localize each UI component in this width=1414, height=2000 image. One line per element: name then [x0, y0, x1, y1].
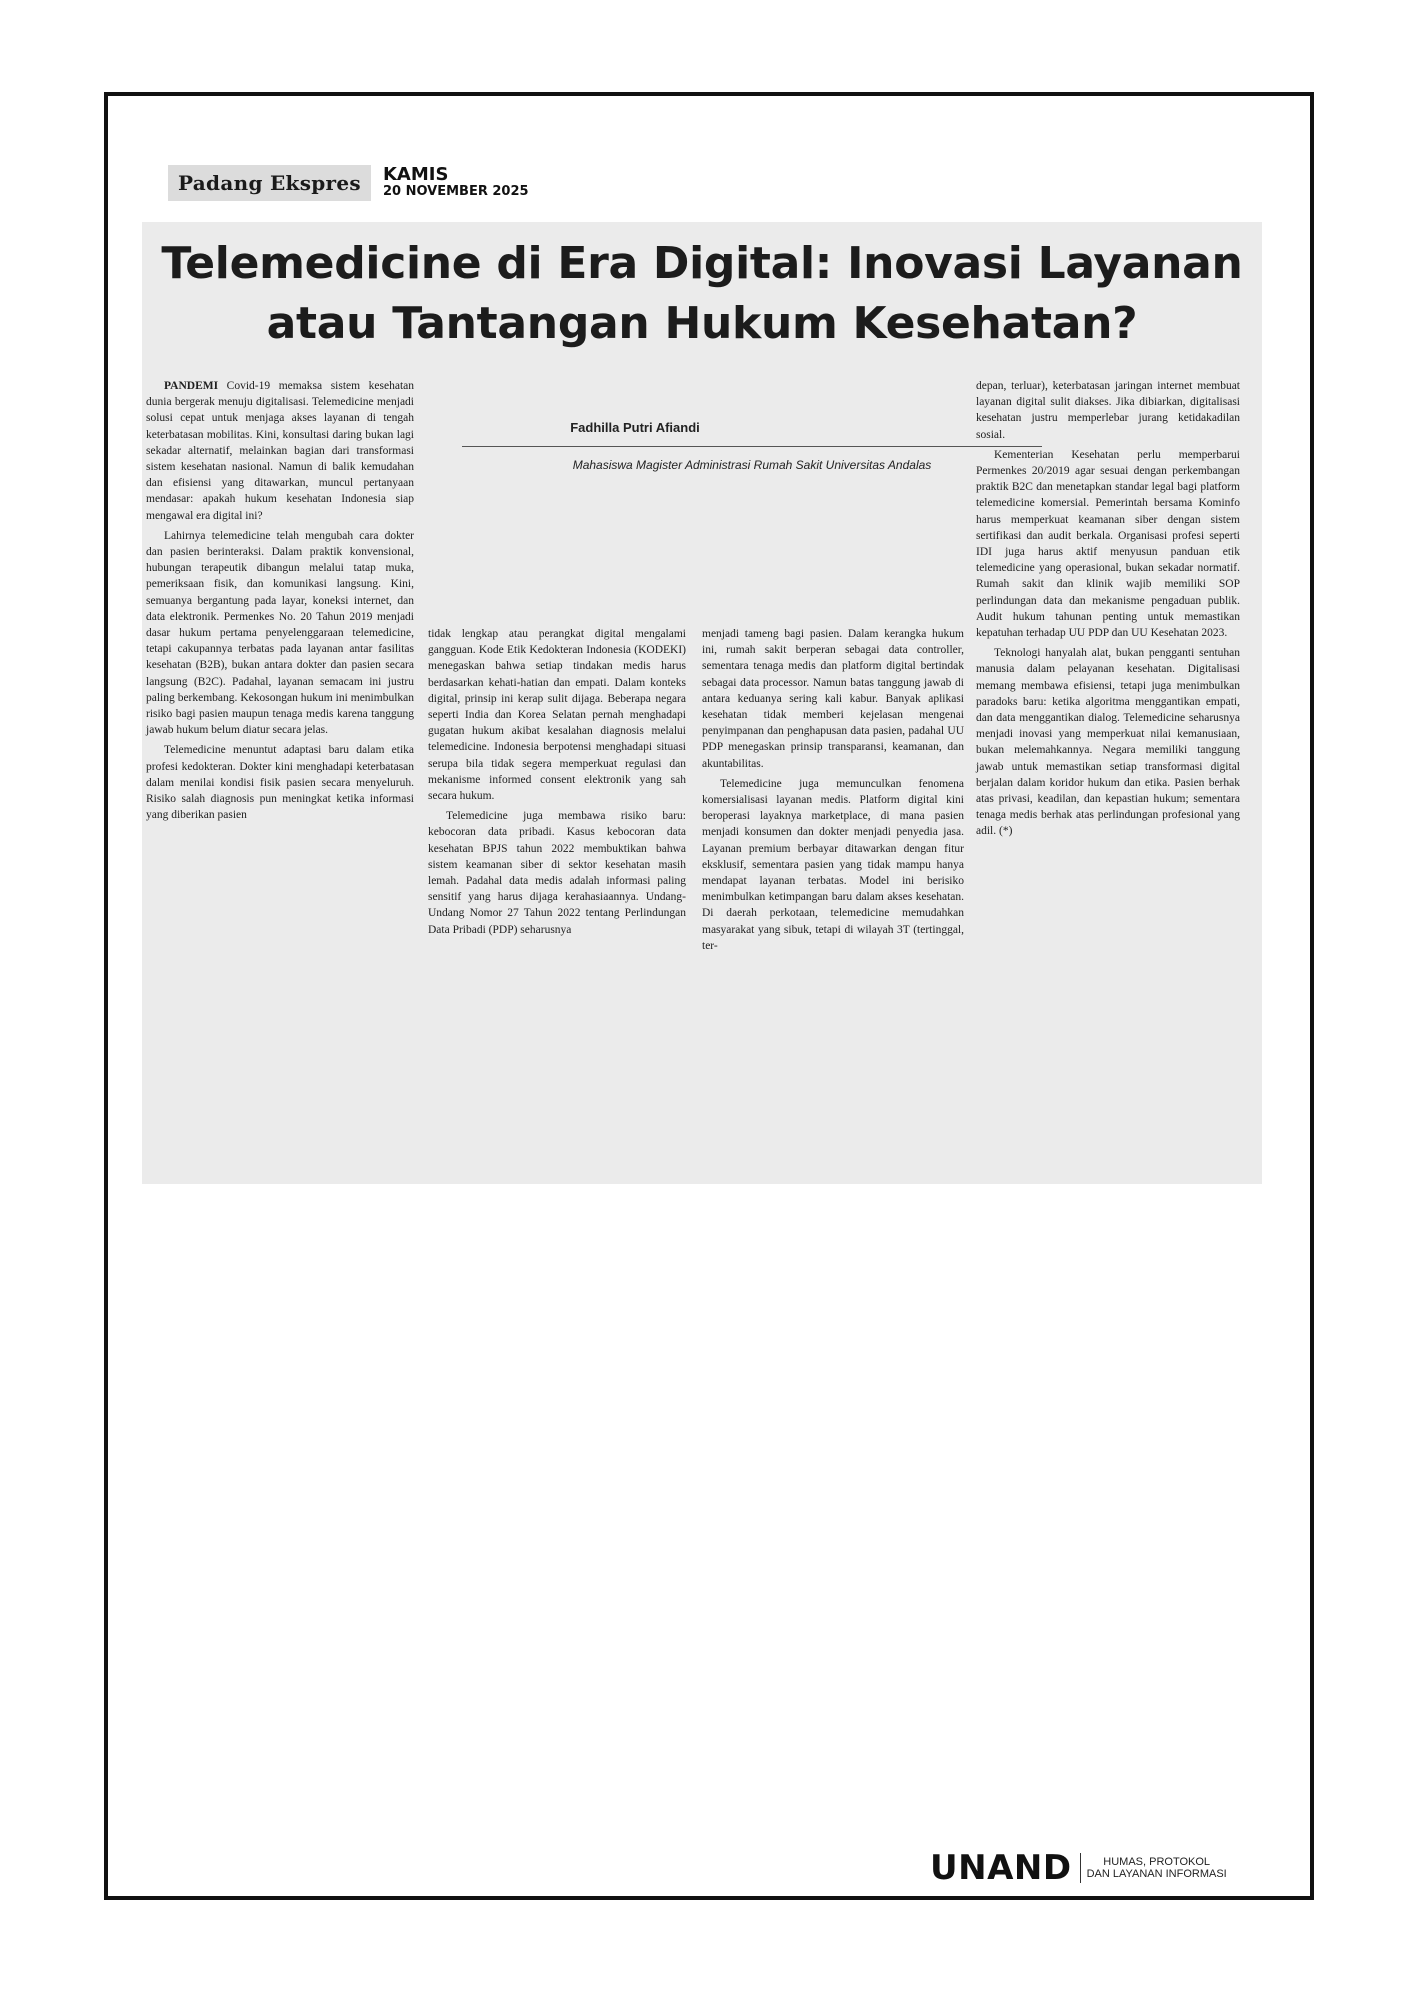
paragraph: Lahirnya telemedicine telah mengubah cara dokter dan pasien berinteraksi. Dalam praktik konvensional, hubungan terapeutik dibangun melalui tatap muka, pemeriksaan fisik, dan komunikasi langsung. Kini, semuanya bergantung pada layar, koneksi internet, dan data elektronik. Permenkes No. 20 Tahun 2019 menjadi dasar hukum pertama penyelenggaraan telemedicine, tetapi cakupannya terbatas pada layanan antar fasilitas kesehatan (B2B), bukan antara dokter dan pasien secara langsung (B2C). Padahal, layanan semacam ini justru paling berkembang. Kekosongan hukum ini menimbulkan risiko bagi pasien maupun tenaga medis karena tanggung jawab hukum belum diatur secara jelas. — [146, 529, 414, 737]
paragraph — [146, 378, 414, 524]
paragraph: Telemedicine juga membawa risiko baru: kebocoran data pribadi. Kasus kebocoran data kesehatan BPJS tahun 2022 membuktikan bahwa sistem keamanan siber di sektor kesehatan masih lemah. Padahal data medis adalah informasi paling sensitif yang harus dijaga kerahasiaannya. Undang-Undang Nomor 27 Tahun 2022 tentang Perlindungan Data Pribadi (PDP) seharusnya — [428, 810, 686, 936]
logo-text: UNAND — [930, 1848, 1072, 1888]
author-affiliation: Mahasiswa Magister Administrasi Rumah Sakit Universitas Andalas — [572, 458, 932, 472]
logo-subtitle — [1087, 1856, 1227, 1880]
paragraph: Telemedicine juga memunculkan fenomena komersialisasi layanan medis. Platform digital kini beroperasi layaknya marketplace, di mana pasien menjadi konsumen dan dokter menjadi penyedia jasa. Layanan premium berbayar ditawarkan dengan fitur eksklusif, sementara pasien yang tidak mampu hanya mendapat layanan terbatas. Model ini berisiko menimbulkan ketimpangan baru dalam akses kesehatan. Di daerah perkotaan, telemedicine memudahkan masyarakat yang sibuk, tetapi di wilayah 3T (tertinggal, ter- — [702, 777, 964, 952]
issue-day: KAMIS — [382, 164, 449, 185]
article-column-1 — [146, 378, 414, 827]
article-column-4 — [976, 378, 1240, 844]
logo-divider — [1080, 1853, 1081, 1883]
lead-word: PANDEMI — [164, 380, 219, 392]
logo-subtitle-line-2: DAN LAYANAN INFORMASI — [1086, 1868, 1227, 1880]
paragraph: Telemedicine menuntut adaptasi baru dalam etika profesi kedokteran. Dokter kini menghadapi keterbatasan dalam menilai kondisi fisik pasien secara menyeluruh. Risiko salah diagnosis pun meningkat ketika informasi yang diberikan pasien — [146, 744, 414, 822]
paragraph: Kementerian Kesehatan perlu memperbarui Permenkes 20/2019 agar sesuai dengan perkembangan praktik B2C dan menetapkan standar legal bagi platform telemedicine komersial. Pemerintah bersama Kominfo harus memperkuat keamanan siber dengan sistem sertifikasi dan audit berkala. Organisasi profesi seperti IDI juga harus aktif menyusun panduan etik telemedicine yang operasional, bukan sekadar normatif. Rumah sakit dan klinik wajib memiliki SOP perlindungan data dan mekanisme pengaduan publik. Audit hukum tahunan penting untuk memastikan kepatuhan terhadap UU PDP dan UU Kesehatan 2023. — [976, 448, 1240, 640]
paragraph: Teknologi hanyalah alat, bukan pengganti sentuhan manusia dalam pelayanan kesehatan. Digitalisasi memang membawa efisiensi, tetapi juga menimbulkan paradoks baru: ketika algoritma menggantikan empati, dan data menggantikan dialog. Telemedicine seharusnya menjadi inovasi yang memperkuat nilai kemanusiaan, bukan melemahkannya. Negara memiliki tanggung jawab untuk memastikan setiap transformasi digital berjalan dalam koridor hukum dan etika. Pasien berhak atas privasi, keadilan, dan kepastian hukum; sementara tenaga medis berhak atas perlindungan profesional yang adil. (*) — [976, 647, 1240, 838]
issue-date-text: 20 NOVEMBER 2025 — [382, 184, 529, 199]
paragraph-text: Covid-19 memaksa sistem kesehatan dunia bergerak menuju digitalisasi. Telemedicine menjadi solusi cepat untuk menjaga akses layanan di tengah keterbatasan mobilitas. Kini, konsultasi daring bukan lagi sekadar alternatif, melainkan bagian dari transformasi sistem kesehatan nasional. Namun di balik kemudahan dan efisiensi yang ditawarkan, muncul pertanyaan mendasar: apakah hukum kesehatan Indonesia siap mengawal era digital ini? — [146, 380, 414, 522]
article-column-3 — [702, 626, 964, 958]
newspaper-clipping — [142, 152, 1262, 1184]
issue-date — [383, 166, 529, 200]
newspaper-name: Padang Ekspres — [168, 165, 371, 201]
article-headline — [152, 234, 1252, 354]
article-column-2 — [428, 626, 686, 942]
author-name: Fadhilla Putri Afiandi — [570, 420, 700, 435]
headline-line-1: Telemedicine di Era Digital: Inovasi Layanan — [161, 238, 1243, 289]
paragraph: menjadi tameng bagi pasien. Dalam kerangka hukum ini, rumah sakit berperan sebagai data controller, sementara tenaga medis dan platform digital bertindak sebagai data processor. Namun batas tanggung jawab di antara keduanya sering kali kabur. Banyak aplikasi kesehatan tidak memberi kejelasan mengenai penyimpanan dan penghapusan data pasien, padahal UU PDP menegaskan prinsip transparansi, keamanan, dan akuntabilitas. — [702, 628, 964, 770]
author-divider — [462, 446, 1042, 447]
headline-line-2: atau Tantangan Hukum Kesehatan? — [266, 298, 1138, 349]
logo-subtitle-line-1: HUMAS, PROTOKOL — [1103, 1856, 1211, 1868]
paragraph: tidak lengkap atau perangkat digital mengalami gangguan. Kode Etik Kedokteran Indonesia (KODEKI) menegaskan bahwa setiap tindakan medis harus berdasarkan kehati-hatian dan empati. Dalam konteks digital, prinsip ini kerap sulit dijaga. Beberapa negara seperti India dan Korea Selatan pernah menghadapi gugatan hukum akibat kesalahan diagnosis melalui telemedicine. Indonesia berpotensi menghadapi situasi serupa bila tidak segera memperkuat regulasi dan mekanisme informed consent elektronik yang sah secara hukum. — [428, 628, 686, 803]
unand-logo — [930, 1848, 1227, 1888]
paragraph: depan, terluar), keterbatasan jaringan internet membuat layanan digital sulit diakses. Jika dibiarkan, digitalisasi kesehatan justru memperlebar jurang ketidakadilan sosial. — [976, 380, 1240, 441]
masthead — [168, 162, 529, 204]
